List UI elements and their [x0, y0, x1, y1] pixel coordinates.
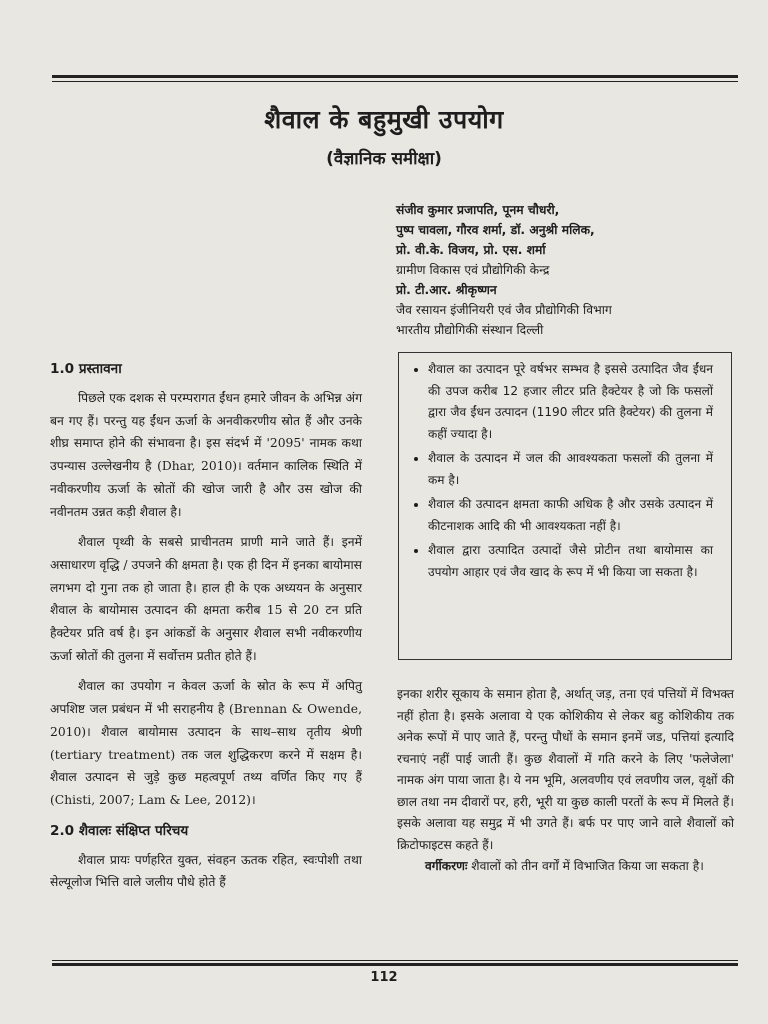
paragraph: पिछले एक दशक से परम्परागत ईंधन हमारे जीवन के अभिन्न अंग बन गए हैं। परन्तु यह ईंधन ऊर्जा के अनवीकरणीय स्रोत हैं और उनके शीघ्र समाप्त होने की संभावना है। इस संदर्भ में '2095' नामक कथा उपन्यास उल्लेखनीय है (Dhar, 2010)। वर्तमान कालिक स्थिति में नवीकरणीय ऊर्जा के स्रोतों की खोज जारी है और उस खोज की नवीनतम उन्नत कड़ी शैवाल है।	[50, 391, 362, 519]
facts-list	[411, 359, 713, 583]
paragraph: शैवाल प्रायः पर्णहरित युक्त, संवहन ऊतक रहित, स्वःपोशी तथा सेल्यूलोज भित्ति वाले जलीय पौधे होते हैं	[50, 852, 362, 890]
top-rule-thin	[52, 81, 738, 82]
article-title: शैवाल के बहुमुखी उपयोग	[264, 105, 504, 134]
fact-item: • शैवाल की उत्पादन क्षमता काफी अधिक है और उसके उत्पादन में कीटनाशक आदि की भी आवश्यकता नहीं है।	[428, 494, 713, 537]
article-subtitle: (वैज्ञानिक समीक्षा)	[326, 149, 442, 169]
paragraph: शैवाल का उपयोग न केवल ऊर्जा के स्रोत के रूप में अपितु अपशिष्ट जल प्रबंधन में भी सराहनीय है (Brennan & Owende, 2010)। शैवाल बायोमास उत्पादन के साथ–साथ तृतीय श्रेणी (tertiary treatment) तक जल शुद्धिकरण करने में सक्षम है। शैवाल उत्पादन से जुड़े कुछ महत्वपूर्ण तथ्य वर्णित किए गए हैं (Chisti, 2007; Lam & Lee, 2012)।	[50, 679, 362, 807]
fact-item: • शैवाल द्वारा उत्पादित उत्पादों जैसे प्रोटीन तथा बायोमास का उपयोग आहार एवं जैव खाद के रूप में भी किया जा सकता है।	[428, 540, 713, 583]
section-heading-introduction: 1.0 प्रस्तावना	[50, 361, 122, 377]
author-line: संजीव कुमार प्रजापति, पूनम चौधरी,	[396, 203, 560, 217]
paragraph: शैवाल पृथ्वी के सबसे प्राचीनतम प्राणी माने जाते हैं। इनमें असाधारण वृद्धि / उपजने की क्षमता है। एक ही दिन में इनका बायोमास लगभग दो गुना तक हो जाता है। हाल ही के एक अध्ययन के अनुसार शैवाल के बायोमास उत्पादन की क्षमता करीब 15 से 20 टन प्रति हैक्टेयर प्रति वर्ष है। इन आंकडों के अनुसार शैवाल सभी नवीकरणीय ऊर्जा स्रोतों की तुलना में सर्वोत्तम प्रतीत होते हैं।	[50, 535, 362, 663]
author-line: प्रो. वी.के. विजय, प्रो. एस. शर्मा	[396, 243, 546, 257]
right-column	[397, 684, 734, 878]
section-heading-algae-intro: 2.0 शैवालः संक्षिप्त परिचय	[50, 822, 189, 839]
classification-label: वर्गीकरणः	[425, 859, 468, 873]
bottom-rule-thin	[52, 960, 738, 961]
author-block	[396, 200, 736, 340]
bottom-rule-thick	[52, 963, 738, 966]
top-rule-thick	[52, 75, 738, 78]
fact-item: • शैवाल के उत्पादन में जल की आवश्यकता फसलों की तुलना में कम है।	[428, 448, 713, 491]
fact-item: • शैवाल का उत्पादन पूरे वर्षभर सम्भव है इससे उत्पादित जैव ईंधन की उपज करीब 12 हजार लीटर प्रति हैक्टेयर है जो कि फसलों द्वारा जैव ईंधन उत्पादन (1190 लीटर प्रति हैक्टेयर) की तुलना में कहीं ज्यादा है।	[428, 359, 713, 445]
page-number: 112	[370, 970, 398, 985]
author-line: पुष्प चावला, गौरव शर्मा, डॉ. अनुश्री मलिक,	[396, 223, 595, 237]
classification-text: शैवालों को तीन वर्गों में विभाजित किया जा सकता है।	[467, 859, 704, 873]
affiliation-line: भारतीय प्रौद्योगिकी संस्थान दिल्ली	[396, 323, 544, 337]
left-column	[50, 358, 362, 902]
paragraph: इनका शरीर सूकाय के समान होता है, अर्थात् जड़, तना एवं पत्तियों में विभक्त नहीं होता है। इसके अलावा ये एक कोशिकीय से लेकर बहु कोशिकीय तक अनेक रूपों में पाए जाते हैं, परन्तु पौधों के समान इनमें जड, पत्तियां इत्यादि रचनाएं नहीं पाई जाती हैं। कुछ शैवालों में गति करने के लिए 'फलेजेला' नामक अंग पाया जाता है। ये नम भूमि, अलवणीय एवं लवणीय जल, वृक्षों की छाल तथा नम दीवारों पर, हरी, भूरी या कुछ काली परतों के रूप में मिलते हैं। इसके अलावा यह समुद्र में भी उगते हैं। बर्फ पर पाए जाने वाले शैवालों को क्रिटोफाइटस कहते हैं।	[397, 687, 734, 852]
affiliation-line: जैव रसायन इंजीनियरी एवं जैव प्रौद्योगिकी विभाग	[396, 303, 612, 317]
facts-box	[398, 352, 732, 660]
affiliation-line: ग्रामीण विकास एवं प्रौद्योगिकी केन्द्र	[396, 263, 550, 277]
author-line: प्रो. टी.आर. श्रीकृष्णन	[396, 283, 497, 297]
paragraph-classification	[397, 856, 734, 878]
